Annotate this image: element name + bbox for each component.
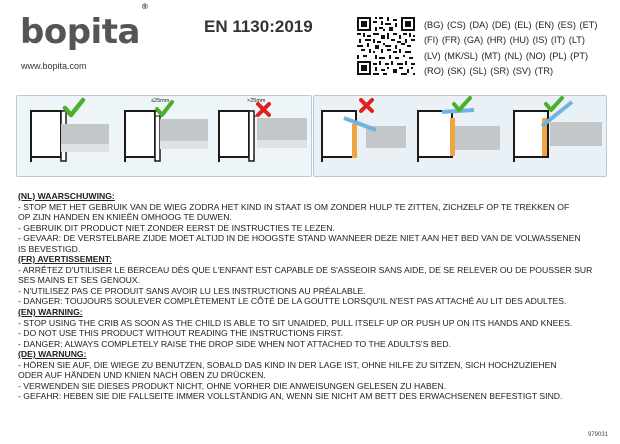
document-reference: 979031	[587, 432, 608, 438]
warning-header: (FR) AVERTISSEMENT:	[18, 254, 112, 265]
warning-header: (DE) WARNUNG:	[18, 349, 87, 360]
mattress-gap-diagram	[16, 95, 312, 177]
drop-side-diagram	[313, 95, 607, 177]
language-row: (FI) (FR) (GA) (HR) (HU) (IS) (IT) (LT)	[424, 35, 585, 46]
check-icon	[546, 98, 562, 110]
warning-line: ODER AUF HÄNDEN UND KNIEN NACH OBEN ZU DRÜCKEN.	[18, 370, 266, 381]
warning-line: - VERWENDEN SIE DIESES PRODUKT NICHT, OHNE VORHER DIE ANWEISUNGEN GELESEN ZU HABEN.	[18, 380, 447, 391]
check-icon	[65, 100, 83, 115]
crib-frame-gap-too-large	[219, 111, 307, 162]
warning-block-nl	[18, 191, 610, 254]
gap-label-ok: ≤25mm	[151, 98, 170, 104]
drop-side-illustration	[314, 96, 606, 176]
warning-line: - ARRÊTEZ D'UTILISER LE BERCEAU DÈS QUE L'ENFANT EST CAPABLE DE S'ASSEOIR SANS AIDE, DE SE RELEVER OU DE POUSSER SUR	[18, 264, 593, 275]
brand-logo	[20, 1, 149, 52]
trademark-symbol: ®	[140, 1, 149, 11]
language-row: (BG) (CS) (DA) (DE) (EL) (EN) (ES) (ET)	[424, 20, 598, 30]
crib-drop-side-raised	[514, 102, 602, 162]
language-row: (LV) (MK/SL) (MT) (NL) (NO) (PL) (PT)	[424, 50, 589, 61]
warning-line: OP ZIJN HANDEN EN KNIEËN OMHOOG TE DUWEN.	[18, 212, 232, 223]
language-codes	[424, 18, 614, 80]
warnings-section	[18, 191, 610, 402]
crib-frame-gap-ok	[125, 111, 208, 162]
warning-header: (EN) WARNING:	[18, 307, 83, 318]
check-icon	[454, 98, 470, 110]
warning-line: IS BEVESTIGD.	[18, 243, 81, 254]
warning-line: - DANGER: ALWAYS COMPLETELY RAISE THE DROP SIDE WHEN NOT ATTACHED TO THE ADULTS'S BED.	[18, 338, 451, 349]
warning-header: (NL) WAARSCHUWING:	[18, 191, 115, 201]
mattress-gap-illustration	[17, 96, 311, 176]
warning-line: SES MAINS ET SES GENOUX.	[18, 275, 141, 286]
warning-line: - HÖREN SIE AUF, DIE WIEGE ZU BENUTZEN, SOBALD DAS KIND IN DER LAGE IST, OHNE HILFE ZU SITZEN, SICH HOCHZUZIEHEN	[18, 359, 557, 370]
warning-line: - GEFAHR: HEBEN SIE DIE FALLSEITE IMMER VOLLSTÄNDIG AN, WENN SIE NICHT AM BETT DES ERWACHSENEN BEFESTIGT SIND.	[18, 391, 563, 402]
warning-line: - STOP USING THE CRIB AS SOON AS THE CHILD IS ABLE TO SIT UNAIDED, PULL ITSELF UP OR PUSH UP ON ITS HANDS AND KNEES.	[18, 317, 573, 328]
standard-number: EN 1130:2019	[204, 17, 313, 36]
website-url[interactable]: www.bopita.com	[21, 61, 87, 71]
warning-line: - GEVAAR: DE VERSTELBARE ZIJDE MOET ALTIJD IN DE HOOGSTE STAND WANNEER DEZE NIET AAN HET BED VAN DE VOLWASSENEN	[18, 233, 581, 244]
cross-icon	[258, 104, 269, 115]
warning-block-de	[18, 349, 610, 402]
warning-line: - DO NOT USE THIS PRODUCT WITHOUT READING THE INSTRUCTIONS FIRST.	[18, 328, 344, 339]
warning-line: - STOP MET HET GEBRUIK VAN DE WIEG ZODRA HET KIND IN STAAT IS OM ZONDER HULP TE ZITTEN, ZICHZELF OP TE TREKKEN OF	[18, 201, 570, 212]
gap-label-too-large: >25mm	[247, 98, 266, 104]
crib-drop-side-attached	[418, 110, 500, 162]
warning-line: - DANGER: TOUJOURS SOULEVER COMPLÈTEMENT LE CÔTÉ DE LA GOUTTE LORSQU'IL N'EST PAS ATTACHÉ AU LIT DES ADULTES.	[18, 296, 567, 307]
crib-drop-side-lowered	[322, 111, 406, 162]
crib-frame-correct	[31, 111, 109, 162]
brand-name: bopita	[20, 12, 140, 52]
cross-icon	[361, 100, 372, 111]
language-row: (RO) (SK) (SL) (SR) (SV) (TR)	[424, 66, 554, 77]
warning-block-en	[18, 307, 610, 349]
qr-code-icon	[357, 17, 415, 75]
warning-line: - N'UTILISEZ PAS CE PRODUIT SANS AVOIR LU LES INSTRUCTIONS AU PRÉALABLE.	[18, 285, 366, 296]
warning-line: - GEBRUIK DIT PRODUCT NIET ZONDER EERST DE INSTRUCTIES TE LEZEN.	[18, 222, 335, 233]
warning-block-fr	[18, 254, 610, 307]
